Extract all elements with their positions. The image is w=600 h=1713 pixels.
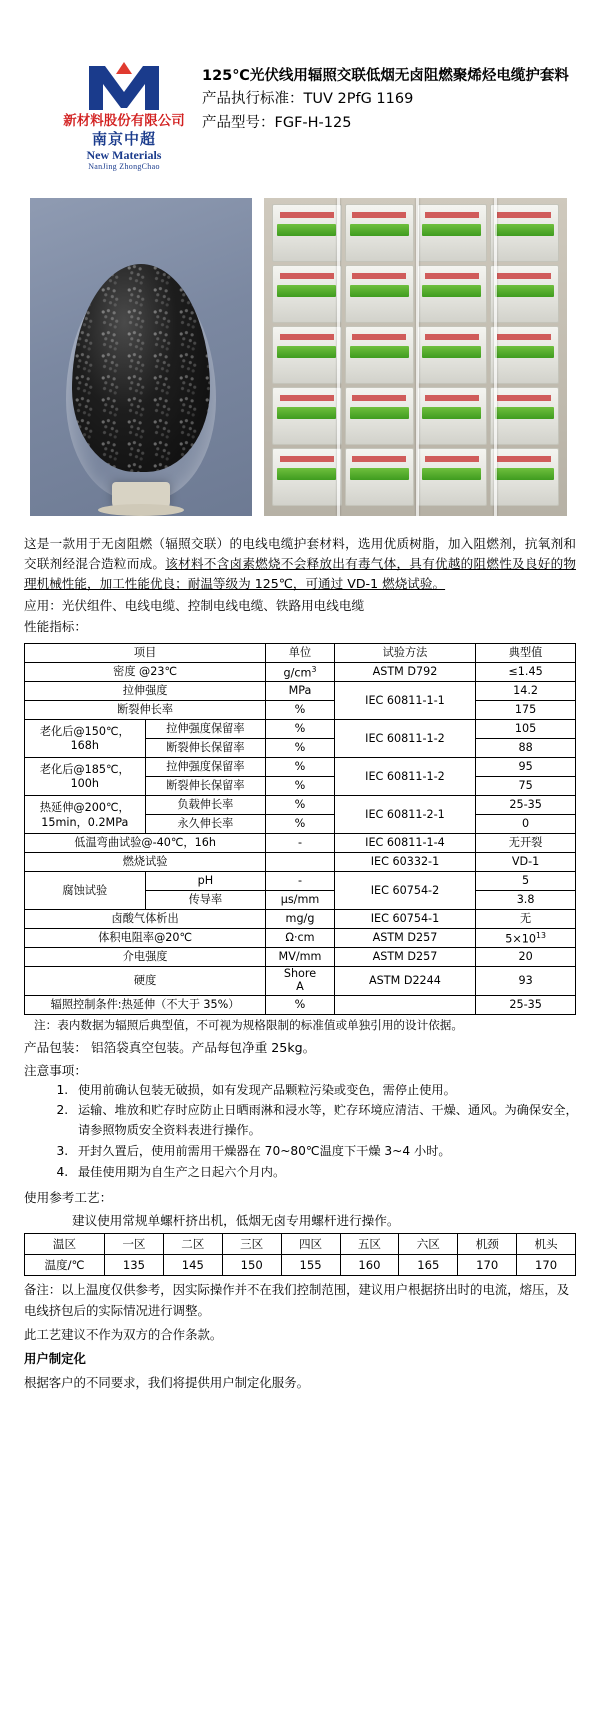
cell-unit: Ω·cm [266, 929, 335, 948]
cell-item: 断裂伸长保留率 [145, 777, 266, 796]
header-text-block [190, 60, 569, 136]
company-name-cn2: 南京中超 [91, 129, 156, 148]
cell-zone: 一区 [105, 1234, 164, 1255]
cell-method: ASTM D2244 [334, 967, 475, 996]
cell-group: 热延伸@200℃， 15min，0.2MPa [25, 796, 146, 834]
list-item: 1. 使用前确认包装无破损，如有发现产品颗粒污染或变色，需停止使用。 [72, 1081, 582, 1101]
cell-value: 93 [476, 967, 576, 996]
cell-temp: 145 [163, 1255, 222, 1276]
packaging-photo [264, 198, 567, 516]
cell-unit: $g/cm^3$ [266, 663, 335, 682]
cell-item: 拉伸强度保留率 [145, 720, 266, 739]
cell-row-label: 温区 [25, 1234, 105, 1255]
cell-value: 3.8 [476, 891, 576, 910]
cell-row-label: 温度/℃ [25, 1255, 105, 1276]
cell-unit [266, 853, 335, 872]
table-row [25, 834, 576, 853]
cell-value: 75 [476, 777, 576, 796]
cell-unit: % [266, 701, 335, 720]
footer-disclaimer: 此工艺建议不作为双方的合作条款。 [24, 1326, 223, 1342]
cell-item: 永久伸长率 [145, 815, 266, 834]
cell-item: 辐照控制条件:热延伸（不大于 35%） [25, 996, 266, 1015]
col-header-unit: 单位 [266, 644, 335, 663]
cell-item: 硬度 [25, 967, 266, 996]
table-row [25, 1234, 576, 1255]
company-name-cn: 新材料股份有限公司 [63, 113, 185, 129]
cell-group: 老化后@150℃，168h [25, 720, 146, 758]
table-note: 注：表内数据为辐照后典型值，不可视为规格限制的标准值或单独引用的设计依据。 [34, 1018, 463, 1033]
application-line: 应用：光伏组件、电线电缆、控制电线电缆、铁路用电线电缆 [24, 597, 365, 613]
cell-item: 体积电阻率@20℃ [25, 929, 266, 948]
cell-unit: MPa [266, 682, 335, 701]
cell-method: IEC 60811-1-1 [334, 682, 475, 720]
table-row [25, 701, 576, 720]
table-row [25, 929, 576, 948]
col-header-item: 项目 [25, 644, 266, 663]
cell-item: 断裂伸长保留率 [145, 739, 266, 758]
list-item: 3. 开封久置后，使用前需用干燥器在 70~80℃温度下干燥 3~4 小时。 [72, 1142, 582, 1162]
cell-method: ASTM D792 [334, 663, 475, 682]
product-standard: 产品执行标准：TUV 2PfG 1169 [202, 90, 414, 107]
custom-service-text: 根据客户的不同要求，我们将提供用户制定化服务。 [24, 1374, 309, 1390]
table-row [25, 910, 576, 929]
cell-temp: 160 [340, 1255, 399, 1276]
cell-item: 燃烧试验 [25, 853, 266, 872]
cell-temp: 135 [105, 1255, 164, 1276]
table-row [25, 663, 576, 682]
cell-unit: % [266, 777, 335, 796]
packaging-line: 产品包装： 铝箔袋真空包装。产品每包净重 25kg。 [24, 1039, 316, 1055]
cell-item: 拉伸强度保留率 [145, 758, 266, 777]
table-row [25, 682, 576, 701]
cell-unit: % [266, 739, 335, 758]
table-row [25, 996, 576, 1015]
cell-temp: 155 [281, 1255, 340, 1276]
cell-value: 95 [476, 758, 576, 777]
cell-zone: 五区 [340, 1234, 399, 1255]
cell-item: pH [145, 872, 266, 891]
process-title: 使用参考工艺： [24, 1190, 113, 1206]
cell-temp: 165 [399, 1255, 458, 1276]
cell-unit: - [266, 872, 335, 891]
cell-item: 断裂伸长率 [25, 701, 266, 720]
company-logo [58, 60, 190, 172]
cell-unit: Shore A [266, 967, 335, 996]
cell-unit: % [266, 815, 335, 834]
cell-value: 88 [476, 739, 576, 758]
intro-text-1: 这是一款用于无卤阻燃（辐照交联）的电线电缆护套材料，选用优质树脂，加入阻燃剂，抗氧剂和交联剂经混合造粒而成。 [24, 535, 576, 571]
cell-item: 密度 @23℃ [25, 663, 266, 682]
cell-value: VD-1 [476, 853, 576, 872]
cell-item: 拉伸强度 [25, 682, 266, 701]
cell-unit: μs/mm [266, 891, 335, 910]
caution-list [18, 1081, 582, 1183]
col-header-value: 典型值 [476, 644, 576, 663]
table-row [25, 948, 576, 967]
cell-item: 传导率 [145, 891, 266, 910]
cell-value: 0 [476, 815, 576, 834]
cell-zone: 六区 [399, 1234, 458, 1255]
cell-value: 175 [476, 701, 576, 720]
cell-value: 25-35 [476, 996, 576, 1015]
cell-value: 25-35 [476, 796, 576, 815]
cell-zone: 机颈 [458, 1234, 517, 1255]
cell-unit: % [266, 996, 335, 1015]
cell-zone: 四区 [281, 1234, 340, 1255]
company-name-en: New Materials [86, 147, 162, 162]
cell-method: IEC 60754-1 [334, 910, 475, 929]
table-row [25, 796, 576, 815]
cell-value: 5 [476, 872, 576, 891]
cell-method: IEC 60811-2-1 [334, 796, 475, 834]
m-logo-icon [85, 60, 163, 112]
cell-method: IEC 60811-1-4 [334, 834, 475, 853]
temperature-table [24, 1233, 576, 1276]
cell-value: 14.2 [476, 682, 576, 701]
cell-temp: 150 [222, 1255, 281, 1276]
company-name-en-sub: NanJing ZhongChao [88, 161, 160, 171]
table-row [25, 758, 576, 777]
footer-remark: 备注：以上温度仅供参考，因实际操作并不在我们控制范围，建议用户根据挤出时的电流，熔压，及电线挤包后的实际情况进行调整。 [24, 1282, 570, 1318]
cell-method [334, 996, 475, 1015]
cell-zone: 机头 [517, 1234, 576, 1255]
cell-unit: % [266, 796, 335, 815]
cell-unit: mg/g [266, 910, 335, 929]
cell-value: 无开裂 [476, 834, 576, 853]
cell-method: ASTM D257 [334, 929, 475, 948]
table-header-row [25, 644, 576, 663]
document-header [18, 60, 582, 172]
table-row [25, 967, 576, 996]
cell-value: ≤1.45 [476, 663, 576, 682]
product-images [18, 198, 582, 516]
cell-unit: - [266, 834, 335, 853]
cell-item: 负载伸长率 [145, 796, 266, 815]
spec-table [24, 643, 576, 1015]
cell-group: 老化后@185℃，100h [25, 758, 146, 796]
cell-method: IEC 60754-2 [334, 872, 475, 910]
cell-unit: % [266, 720, 335, 739]
table-row [25, 853, 576, 872]
cell-group: 腐蚀试验 [25, 872, 146, 910]
cell-method: IEC 60332-1 [334, 853, 475, 872]
cell-method: IEC 60811-1-2 [334, 758, 475, 796]
cell-value: 20 [476, 948, 576, 967]
intro-text-2: 该材料不含卤素燃烧不会释放出有毒气体，具有优越的阻燃性及良好的物理机械性能，加工性能优良；耐温等级为 125℃，可通过 VD-1 燃烧试验。 [24, 555, 577, 592]
table-row [25, 1255, 576, 1276]
cell-item: 介电强度 [25, 948, 266, 967]
list-item: 2. 运输、堆放和贮存时应防止日晒雨淋和浸水等，贮存环境应清洁、干燥、通风。为确保安全，请参照物质安全资料表进行操作。 [72, 1101, 582, 1141]
cell-value: 105 [476, 720, 576, 739]
table-row [25, 720, 576, 739]
cell-temp: 170 [458, 1255, 517, 1276]
list-item: 4. 最佳使用期为自生产之日起六个月内。 [72, 1163, 582, 1183]
cell-unit: % [266, 758, 335, 777]
custom-service-title: 用户制定化 [24, 1350, 86, 1366]
intro-paragraph [18, 534, 582, 595]
cell-temp: 170 [517, 1255, 576, 1276]
table-row [25, 872, 576, 891]
cell-value: 无 [476, 910, 576, 929]
cell-item: 卤酸气体析出 [25, 910, 266, 929]
cell-method: ASTM D257 [334, 948, 475, 967]
col-header-method: 试验方法 [334, 644, 475, 663]
cell-zone: 三区 [222, 1234, 281, 1255]
process-subtitle: 建议使用常规单螺杆挤出机，低烟无卤专用螺杆进行操作。 [72, 1213, 400, 1229]
cell-item: 低温弯曲试验@-40℃，16h [25, 834, 266, 853]
pellets-photo [30, 198, 252, 516]
cell-method: IEC 60811-1-2 [334, 720, 475, 758]
caution-title: 注意事项： [24, 1062, 87, 1078]
cell-zone: 二区 [163, 1234, 222, 1255]
product-title: 125℃光伏线用辐照交联低烟无卤阻燃聚烯烃电缆护套料 [202, 68, 569, 84]
cell-value: $5\times 10^{13}$ [476, 929, 576, 948]
product-model: 产品型号：FGF-H-125 [202, 114, 352, 131]
cell-unit: MV/mm [266, 948, 335, 967]
performance-title: 性能指标： [24, 619, 87, 635]
glass-foot [98, 504, 184, 516]
